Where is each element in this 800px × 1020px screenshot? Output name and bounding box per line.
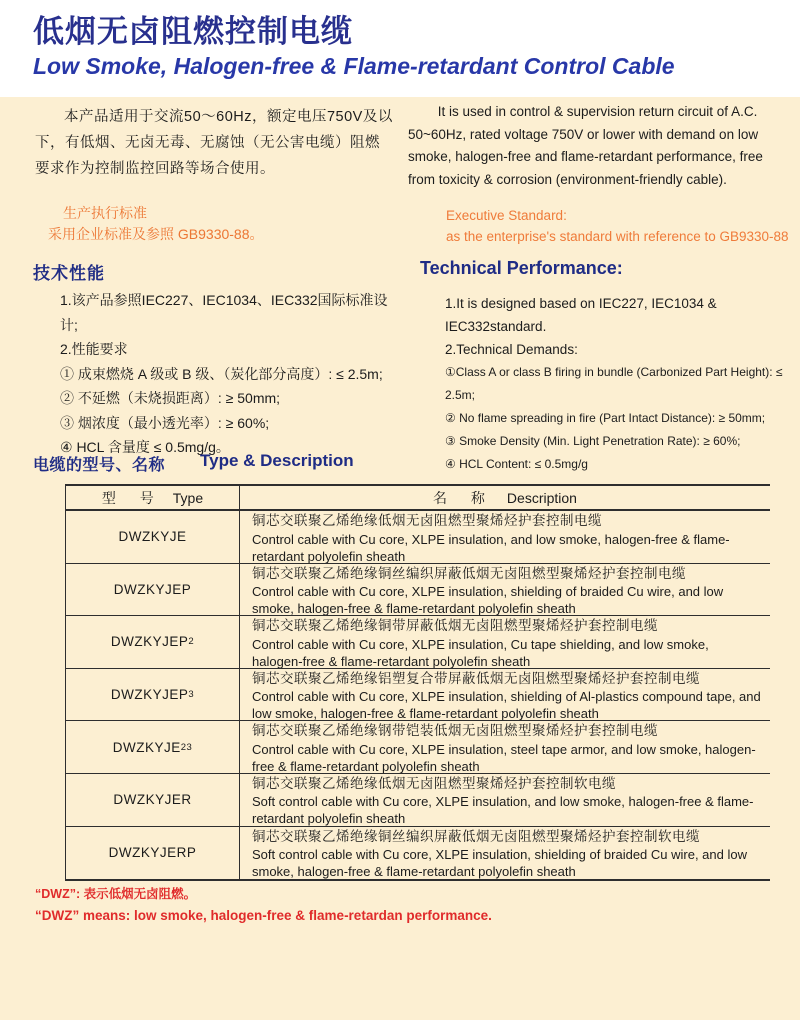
cable-type-code: DWZKYJERP [108, 845, 197, 861]
cable-type-code: DWZKYJE [118, 529, 187, 545]
cable-type-code: DWZKYJER [113, 792, 192, 808]
column-header-description-zh: 名 称 [433, 489, 495, 506]
column-header-type [66, 486, 239, 509]
cable-type [66, 564, 239, 616]
tech-en-item: ② No flame spreading in fire (Part Intact Distance): ≥ 50mm; [445, 411, 766, 425]
cable-type [66, 616, 239, 668]
tech-en-item: ④ HCL Content: ≤ 0.5mg/g [445, 457, 588, 471]
tech-en-item: 1.It is designed based on IEC227, IEC1034 & IEC332standard. [445, 296, 717, 334]
footnote-en: “DWZ” means: low smoke, halogen-free & flame-retardan performance. [35, 908, 492, 923]
footnotes [35, 884, 492, 926]
technical-list-zh [60, 288, 405, 460]
table-row [66, 511, 770, 564]
cable-description-zh: 铜芯交联聚乙烯绝缘铝塑复合带屏蔽低烟无卤阻燃型聚烯烃护套控制电缆 [252, 670, 700, 686]
intro-paragraph-zh: 本产品适用于交流50～60Hz，额定电压750V及以下，有低烟、无卤无毒、无腐蚀（无公害电缆）阻燃要求作为控制监控回路等场合使用。 [35, 109, 393, 177]
cable-description [239, 669, 770, 721]
cable-type [66, 669, 239, 721]
column-header-type-en: Type [172, 489, 204, 506]
table-row [66, 564, 770, 617]
type-section-heading-en: Type & Description [200, 451, 354, 470]
cable-description [239, 721, 770, 773]
type-section-heading-zh: 电缆的型号、名称 [33, 457, 166, 474]
cable-description-zh: 铜芯交联聚乙烯绝缘低烟无卤阻燃型聚烯烃护套控制软电缆 [252, 775, 616, 791]
cable-type-subscript: 3 [188, 689, 195, 701]
type-description-table [65, 484, 770, 881]
cable-description-en: Control cable with Cu core, XLPE insulation, Cu tape shielding, and low smoke, halogen-free & flame-retardant polyolefin sheath [252, 636, 709, 669]
cable-type [66, 774, 239, 826]
cable-type [66, 827, 239, 880]
executive-standard-zh-line2: 采用企业标准及参照 GB9330-88。 [48, 226, 264, 242]
cable-type-subscript: 23 [180, 741, 193, 753]
cable-type-code: DWZKYJEP [113, 581, 192, 597]
table-row [66, 774, 770, 827]
cable-description [239, 774, 770, 826]
executive-standard-zh-line1: 生产执行标准 [63, 205, 147, 221]
tech-en-item: 2.Technical Demands: [445, 342, 578, 357]
cable-description-zh: 铜芯交联聚乙烯绝缘钢带铠装低烟无卤阻燃型聚烯烃护套控制电缆 [252, 723, 658, 739]
cable-description [239, 511, 770, 563]
table-row [66, 669, 770, 722]
cable-type-code: DWZKYJE [112, 739, 181, 755]
executive-standard-en-line2: as the enterprise's standard with reference to GB9330-88 [446, 229, 789, 244]
cable-description [239, 564, 770, 616]
tech-zh-item: 1.该产品参照IEC227、IEC1034、IEC332国际标准设计; [60, 292, 388, 333]
cable-description-en: Control cable with Cu core, XLPE insulation, shielding of Al-plastics compound tape, and low smoke, halogen-free & flame-retardant polyolefin sheath [252, 689, 761, 722]
cable-type-subscript: 2 [188, 636, 195, 648]
tech-zh-item: ② 不延燃（未烧损距离）: ≥ 50mm; [60, 390, 281, 406]
cable-description-zh: 铜芯交联聚乙烯绝缘铜丝编织屏蔽低烟无卤阻燃型聚烯烃护套控制电缆 [252, 565, 686, 581]
technical-list-en [445, 292, 793, 476]
tech-zh-item: ① 成束燃烧 A 级或 B 级、（炭化部分高度）: ≤ 2.5m; [60, 365, 383, 382]
table-row [66, 827, 770, 880]
cable-description [239, 616, 770, 668]
page-title-zh: 低烟无卤阻燃控制电缆 [33, 14, 353, 49]
cable-description-zh: 铜芯交联聚乙烯绝缘低烟无卤阻燃型聚烯烃护套控制电缆 [252, 513, 602, 528]
cable-type [66, 721, 239, 773]
cable-description-zh: 铜芯交联聚乙烯绝缘铜带屏蔽低烟无卤阻燃型聚烯烃护套控制电缆 [252, 618, 658, 634]
cable-type [66, 511, 239, 563]
column-header-description [239, 486, 770, 509]
table-row [66, 616, 770, 669]
cable-description [239, 827, 770, 880]
executive-standard-en-line1: Executive Standard: [446, 208, 567, 223]
table-header-row [66, 486, 770, 511]
cable-description-en: Soft control cable with Cu core, XLPE insulation, and low smoke, halogen-free & flame-retardant polyolefin sheath [252, 794, 754, 827]
tech-zh-item: 2.性能要求 [60, 341, 128, 357]
cable-description-zh: 铜芯交联聚乙烯绝缘铜丝编织屏蔽低烟无卤阻燃型聚烯烃护套控制软电缆 [252, 828, 700, 844]
column-header-type-zh: 型 号 [101, 489, 164, 506]
intro-paragraph-en: It is used in control & supervision return circuit of A.C. 50~60Hz, rated voltage 750V or lower with demand on low smoke, halogen-free and flame-retardant performance, free from toxicity & corrosion (environment-friendly cable). [408, 104, 763, 187]
cable-description-en: Soft control cable with Cu core, XLPE insulation, shielding of braided Cu wire, and low smoke, halogen-free & flame-retardant polyolefin sheath [252, 847, 747, 880]
cable-type-code: DWZKYJEP [110, 634, 189, 650]
cable-description-en: Control cable with Cu core, XLPE insulation, steel tape armor, and low smoke, halogen-free & flame-retardant polyolefin sheath [252, 741, 756, 774]
column-header-description-en: Description [506, 489, 577, 506]
cable-type-code: DWZKYJEP [110, 687, 189, 703]
tech-zh-item: ④ HCL 含量度 ≤ 0.5mg/g。 [60, 439, 230, 455]
technical-heading-zh: 技术性能 [33, 264, 105, 283]
footnote-zh: “DWZ”: 表示低烟无卤阻燃。 [35, 887, 197, 901]
cable-description-en: Control cable with Cu core, XLPE insulation, shielding of braided Cu wire, and low smoke, halogen-free & flame-retardant polyolefin sheath [252, 584, 724, 617]
tech-zh-item: ③ 烟浓度（最小透光率）: ≥ 60%; [60, 414, 270, 431]
table-row [66, 721, 770, 774]
executive-standard-en [446, 205, 789, 247]
cable-description-en: Control cable with Cu core, XLPE insulation, and low smoke, halogen-free & flame-retardant polyolefin sheath [252, 531, 730, 564]
tech-en-item: ③ Smoke Density (Min. Light Penetration Rate): ≥ 60%; [445, 434, 741, 448]
technical-heading-en: Technical Performance: [420, 258, 623, 278]
page-title-en: Low Smoke, Halogen-free & Flame-retardant Control Cable [33, 53, 675, 79]
tech-en-item: ①Class A or class B firing in bundle (Carbonized Part Height): ≤ 2.5m; [445, 365, 783, 402]
executive-standard-zh [48, 203, 264, 245]
page-header [0, 0, 800, 97]
